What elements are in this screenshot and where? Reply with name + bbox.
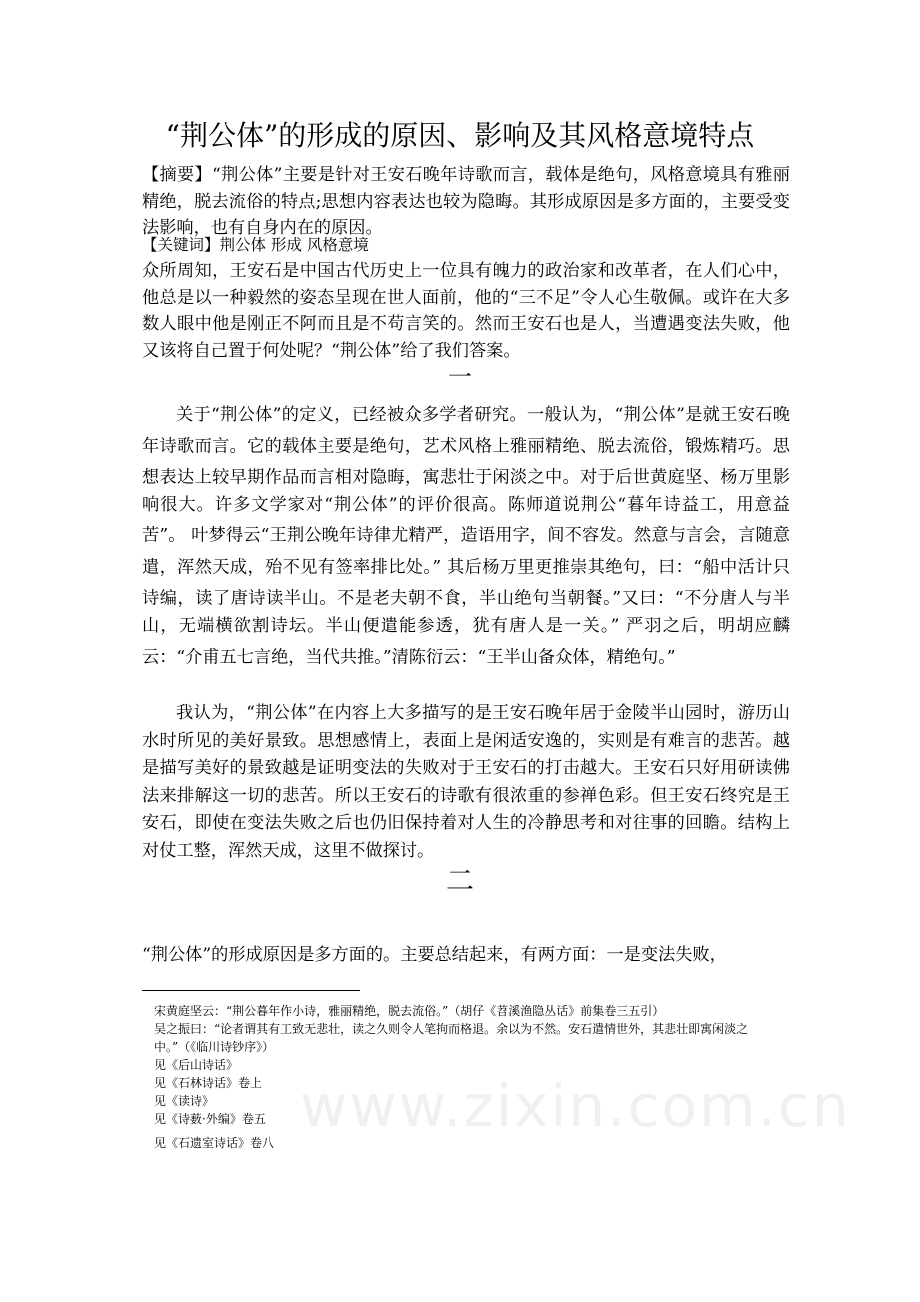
section1-paragraph-2: 我认为，“荆公体”在内容上大多描写的是王安石晚年居于金陵半山园时，游历山水时所见的美好景致。思想感情上，表面上是闲适安逸的，实则是有难言的悲苦。越是描写美好的景致越是证明变法的失败对于王安石的打击越大。王安石只好用研读佛法来排解这一切的悲苦。所以王安石的诗歌有很浓重的参禅色彩。但王安石终究是王安石，即使在变法失败之后也仍旧保持着对人生的冷静思考和对往事的回瞻。结构上对仗工整，浑然天成，这里不做探讨。 xyxy=(142,703,790,861)
text-segment: 关于“荆公体”的定义，已经被众多学者研究。一般认为，“荆公体”是就王安石晚年诗歌而言。它的载体主要是绝句，艺术风格上雅丽精绝、脱去流俗 xyxy=(142,405,790,457)
page-title: “荆公体”的形成的原因、影响及其风格意境特点 xyxy=(165,119,755,152)
footnote xyxy=(142,1134,792,1152)
footnote-text: 见《后山诗话》 xyxy=(154,1058,239,1072)
footnote-text: 见《读诗》 xyxy=(154,1094,215,1108)
text-segment: 其后杨万里更推崇其绝句，曰：“船中活计只诗编，读了唐诗读半山。不是老夫朝不食，半山绝句当朝餐。” xyxy=(142,557,790,609)
abstract-label: 【摘要】 xyxy=(142,165,213,185)
text-segment: 叶梦得云“王荆公晚年诗律尤精严，造语用字，间不容发。然意与言会，言随意遣，浑然天成，殆不见有签率排比处。” xyxy=(142,526,790,578)
section-heading-2: 二 xyxy=(445,864,474,897)
footnote xyxy=(142,1056,792,1074)
keywords xyxy=(142,232,790,258)
text-segment: 清陈衍云：“王半山备众体，精绝句。” xyxy=(391,647,676,668)
keywords-text: 荆公体 形成 风格意境 xyxy=(219,236,369,254)
footnote xyxy=(142,1074,792,1092)
footnote-text: 见《石遗室诗话》卷八 xyxy=(154,1136,275,1150)
abstract xyxy=(142,162,790,242)
section2-paragraph-1: “荆公体”的形成原因是多方面的。主要总结起来，有两方面：一是变法失败， xyxy=(142,945,727,965)
intro-paragraph: 众所周知，王安石是中国古代历史上一位具有魄力的政治家和改革者，在人们心中，他总是以一种毅然的姿态呈现在世人面前，他的“三不足”令人心生敬佩。或许在大多数人眼中他是刚正不阿而且是不苟言笑的。然而王安石也是人，当遭遇变法失败，他又该将自己置于何处呢？“荆公体”给了我们答案。 xyxy=(142,261,790,361)
keywords-label: 【关键词】 xyxy=(142,236,220,254)
abstract-text: “荆公体”主要是针对王安石晚年诗歌而言，载体是绝句，风格意境具有雅丽精绝，脱去流俗的特点;思想内容表达也较为隐晦。其形成原因是多方面的，主要受变法影响，也有自身内在的原因。 xyxy=(142,165,790,238)
text-segment: 。对于后世黄庭坚、杨万里影响很大。许多文学家对“荆公体”的评价很高。陈师道说荆公“暮年诗益工，用意益苦”。 xyxy=(142,467,790,547)
footnote xyxy=(142,1002,792,1020)
footnote-list xyxy=(142,1002,851,1152)
footnote-text: 吴之振曰：“论者谓其有工致无悲壮，读之久则令人笔拘而格退。余以为不然。安石遣情世外，其悲壮即寓闲淡之中。”（《临川诗钞序》） xyxy=(154,1022,749,1054)
section-heading-1: 一 xyxy=(448,363,472,391)
footnote-divider xyxy=(142,990,360,991)
footnote-text: 见《石林诗话》卷上 xyxy=(154,1076,263,1090)
footnote xyxy=(142,1020,792,1056)
text-segment: 又曰：“不分唐人与半山，无端横欲割诗坛。半山便遣能参透，犹有唐人是一关。” 严羽之后，明胡应麟云：“介甫五七言绝，当代共推。” xyxy=(142,588,790,668)
watermark: www.zixin.com.cn xyxy=(300,1072,851,1140)
footnote-text: 宋黄庭坚云：“荆公暮年作小诗，雅丽精绝，脱去流俗。”（胡仔《苕溪渔隐丛话》前集卷三五引） xyxy=(154,1004,665,1018)
footnote-text: 见《诗薮·外编》卷五 xyxy=(154,1112,266,1126)
footnote xyxy=(142,1110,792,1128)
text-segment: ，锻炼精巧。思想表达上较早期作品而言相对隐晦，寓悲壮于闲淡之中 xyxy=(142,436,790,488)
section1-paragraph-1 xyxy=(142,402,790,672)
footnote xyxy=(142,1092,792,1110)
